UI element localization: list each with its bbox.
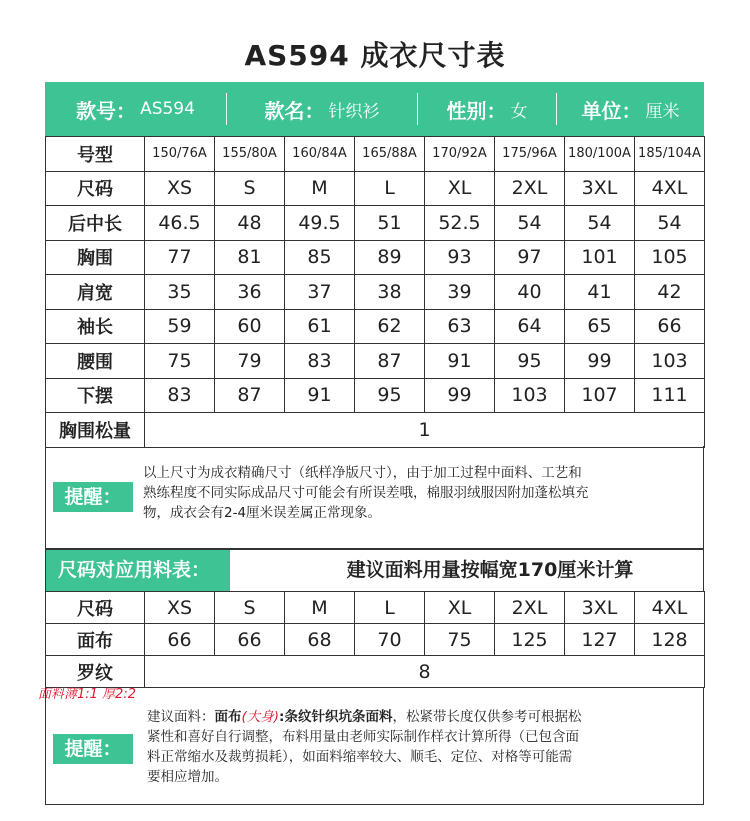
table-cell: 37 [285,275,355,310]
row-header: 下摆 [46,378,145,413]
table-cell: 66 [215,624,285,656]
style-number-value: AS594 [140,99,195,119]
table-cell: 87 [215,378,285,413]
row-header: 尺码 [46,592,145,624]
table-row [46,413,705,448]
table-cell: 38 [355,275,425,310]
table-cell: 36 [215,275,285,310]
row-header: 尺码 [46,171,145,206]
table-cell: 165/88A [355,137,425,172]
table-cell: 54 [495,206,565,241]
table-cell: 150/76A [145,137,215,172]
table-cell: 46.5 [145,206,215,241]
advice-line: 要相应增加。 [147,769,228,785]
fabric-advice-text [147,707,699,787]
table-row [46,137,705,172]
advice-prefix: 建议面料： [147,709,215,725]
header-band [45,82,704,136]
table-cell: 52.5 [425,206,495,241]
table-cell: 99 [565,344,635,379]
table-cell: 170/92A [425,137,495,172]
row-header: 袖长 [46,309,145,344]
table-cell: 62 [355,309,425,344]
style-name-label: 款名： [264,98,325,123]
page-title: AS594 成衣尺寸表 [244,39,506,72]
fabric-table-tag: 尺码对应用料表： [46,550,230,591]
table-cell: 4XL [635,592,705,624]
table-cell: 83 [285,344,355,379]
style-name-cell [227,82,417,136]
table-cell: 95 [355,378,425,413]
row-header: 肩宽 [46,275,145,310]
table-cell: XL [425,592,495,624]
table-cell: 64 [495,309,565,344]
note-box-2 [45,688,704,805]
table-cell: L [355,171,425,206]
table-cell: 79 [215,344,285,379]
table-cell: 127 [565,624,635,656]
table-cell: L [355,592,425,624]
advice-line [147,707,699,727]
row-header: 胸围松量 [46,413,145,448]
table-cell: 101 [565,240,635,275]
style-number-label: 款号： [76,98,137,123]
table-cell: 4XL [635,171,705,206]
table-cell: 1 [145,413,705,448]
table-row [46,309,705,344]
table-row [46,592,705,624]
table-cell: 95 [495,344,565,379]
table-cell: 103 [495,378,565,413]
reminder-line: 以上尺寸为成衣精确尺寸（纸样净版尺寸），由于加工过程中面料、工艺和 [143,465,582,481]
table-cell: 175/96A [495,137,565,172]
advice-fabric: 面布 [214,709,242,725]
table-cell: 128 [635,624,705,656]
gender-label: 性别： [446,98,507,123]
table-cell: 42 [635,275,705,310]
advice-fabric-type: :条纹针织坑条面料 [279,709,393,725]
table-cell: 105 [635,240,705,275]
table-row [46,171,705,206]
table-row [46,378,705,413]
table-cell: M [285,592,355,624]
table-cell: 97 [495,240,565,275]
row-header: 腰围 [46,344,145,379]
table-cell: 160/84A [285,137,355,172]
reminder-line: 熟练程度不同实际成品尺寸可能会有所误差哦，棉服羽绒服因附加蓬松填充 [143,485,589,501]
table-cell: 61 [285,309,355,344]
gender-cell [418,82,556,136]
row-header: 胸围 [46,240,145,275]
unit-cell [557,82,704,136]
table-cell: 63 [425,309,495,344]
table-row [46,240,705,275]
row-header: 后中长 [46,206,145,241]
table-cell: 3XL [565,592,635,624]
table-cell: 66 [635,309,705,344]
table-cell: 77 [145,240,215,275]
table-cell: 103 [635,344,705,379]
advice-line: 紧性和喜好自行调整，布料用量由老师实际制作样衣计算所得（已包含面 [147,729,579,745]
table-cell: 54 [635,206,705,241]
table-cell: 3XL [565,171,635,206]
table-cell: 81 [215,240,285,275]
table-cell: 2XL [495,171,565,206]
table-cell: 65 [565,309,635,344]
size-table [45,136,705,448]
row-header: 面布 [46,624,145,656]
table-cell: 40 [495,275,565,310]
table-cell: 185/104A [635,137,705,172]
row-header: 号型 [46,137,145,172]
table-cell: 75 [145,344,215,379]
fabric-thickness-note: 面料薄1:1 厚2:2 [38,687,136,702]
table-cell: 89 [355,240,425,275]
table-row [46,624,705,656]
table-cell: M [285,171,355,206]
table-cell: S [215,592,285,624]
fabric-header [45,549,704,591]
table-row [46,275,705,310]
table-row [46,206,705,241]
table-cell: 51 [355,206,425,241]
table-cell: 41 [565,275,635,310]
table-row [46,656,705,688]
style-number-cell [45,82,226,136]
table-cell: 180/100A [565,137,635,172]
unit-value: 厘米 [645,101,680,122]
style-name-value: 针织衫 [328,101,380,122]
fabric-table [45,591,705,688]
table-cell: 125 [495,624,565,656]
table-cell: 91 [285,378,355,413]
advice-line: 料正常缩水及裁剪损耗），如面料缩率较大、顺毛、定位、对格等可能需 [147,749,573,765]
table-cell: 85 [285,240,355,275]
table-cell: 99 [425,378,495,413]
table-cell: XS [145,592,215,624]
advice-rest: ，松紧带长度仅供参考可根据松 [392,709,582,725]
table-cell: 48 [215,206,285,241]
table-cell: 75 [425,624,495,656]
table-row [46,344,705,379]
table-cell: 111 [635,378,705,413]
table-cell: XS [145,171,215,206]
table-cell: 107 [565,378,635,413]
gender-value: 女 [510,101,528,122]
note-box-1 [45,446,704,549]
table-cell: XL [425,171,495,206]
table-cell: 83 [145,378,215,413]
table-cell: 87 [355,344,425,379]
table-cell: 54 [565,206,635,241]
row-header: 罗纹 [46,656,145,688]
unit-label: 单位： [581,98,642,123]
table-cell: 60 [215,309,285,344]
reminder-line: 物，成衣会有2-4厘米误差属正常现象。 [143,505,382,521]
table-cell: 59 [145,309,215,344]
table-cell: 68 [285,624,355,656]
table-cell: 66 [145,624,215,656]
table-cell: 70 [355,624,425,656]
table-cell: S [215,171,285,206]
fabric-table-title: 建议面料用量按幅宽170厘米计算 [346,559,634,581]
table-cell: 93 [425,240,495,275]
table-cell: 2XL [495,592,565,624]
table-cell: 49.5 [285,206,355,241]
reminder-tag: 提醒： [53,734,133,764]
table-cell: 91 [425,344,495,379]
table-cell: 35 [145,275,215,310]
table-cell: 8 [145,656,705,688]
table-cell: 39 [425,275,495,310]
advice-body-part: (大身) [241,709,280,725]
table-cell: 155/80A [215,137,285,172]
reminder-tag: 提醒： [53,482,133,512]
reminder-text [143,463,699,523]
